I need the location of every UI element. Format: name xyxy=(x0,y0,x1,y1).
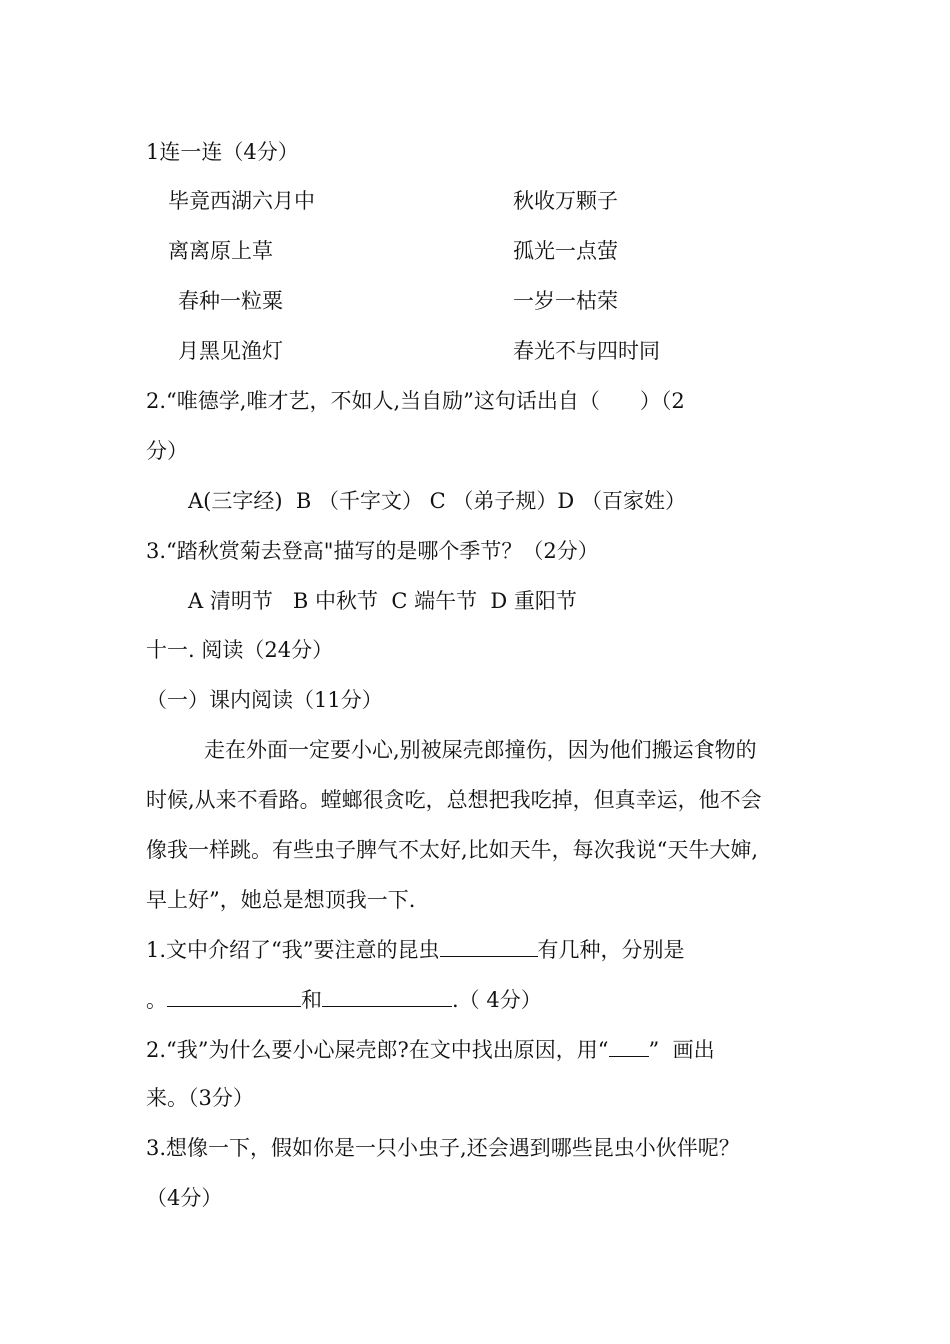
answer-blank-1[interactable] xyxy=(440,936,538,957)
match-left-3: 春种一粒粟 xyxy=(178,289,283,313)
question-3-options: A 清明节 B 中秋节 C 端午节 D 重阳节 xyxy=(188,589,577,613)
q1-text-a: 1.文中介绍了“我”要注意的昆虫 xyxy=(146,938,440,962)
match-left-4: 月黑见渔灯 xyxy=(178,339,283,363)
question-2-line-1: 2.“唯德学,唯才艺，不如人,当自励”这句话出自（ ）（2 xyxy=(146,389,685,413)
reading-heading: 十一. 阅读（24分） xyxy=(146,638,334,662)
match-left-2: 离离原上草 xyxy=(168,239,273,263)
q1-text-d: 和 xyxy=(301,988,322,1012)
match-left-1: 毕竟西湖六月中 xyxy=(168,189,315,213)
passage-line-3: 像我一样跳。有些虫子脾气不太好,比如天牛，每次我说“天牛大婶, xyxy=(146,838,759,862)
passage-line-4: 早上好”，她总是想顶我一下. xyxy=(146,888,416,912)
match-right-2: 孤光一点萤 xyxy=(513,239,618,263)
answer-blank-3[interactable] xyxy=(322,986,452,1007)
reading-question-2-line-1 xyxy=(146,1036,715,1063)
passage-line-2: 时候,从来不看路。螳螂很贪吃，总想把我吃掉，但真幸运，他不会 xyxy=(146,788,762,812)
q2-text-b: ” 画出 xyxy=(648,1038,715,1062)
reading-question-3-line-2: （4分） xyxy=(146,1186,223,1210)
question-2-options: A(三字经) B （千字文） C （弟子规）D （百家姓） xyxy=(188,489,686,513)
question-3-line-1: 3.“踏秋赏菊去登高"描写的是哪个季节？（2分） xyxy=(146,539,599,563)
match-right-4: 春光不与四时同 xyxy=(513,339,660,363)
reading-question-1-line-1 xyxy=(146,936,685,963)
underline-sample xyxy=(609,1036,649,1057)
match-right-1: 秋收万颗子 xyxy=(513,189,618,213)
section-1-title: 1连一连（4分） xyxy=(146,140,299,164)
reading-question-3-line-1: 3.想像一下，假如你是一只小虫子,还会遇到哪些昆虫小伙伴呢？ xyxy=(146,1136,740,1160)
reading-subheading: （一）课内阅读（11分） xyxy=(146,688,383,712)
match-right-3: 一岁一枯荣 xyxy=(513,289,618,313)
answer-blank-2[interactable] xyxy=(167,986,301,1007)
q1-text-b: 有几种，分别是 xyxy=(537,938,685,962)
q1-text-e: .（ 4分） xyxy=(452,988,542,1012)
question-2-line-2: 分） xyxy=(146,439,188,463)
q2-text-a: 2.“我”为什么要小心屎壳郎?在文中找出原因，用“ xyxy=(146,1038,609,1062)
q1-text-c: 。 xyxy=(146,988,167,1012)
reading-question-2-line-2: 来。（3分） xyxy=(146,1086,254,1110)
passage-line-1: 走在外面一定要小心,别被屎壳郎撞伤，因为他们搬运食物的 xyxy=(204,738,757,762)
reading-question-1-line-2 xyxy=(146,986,542,1013)
